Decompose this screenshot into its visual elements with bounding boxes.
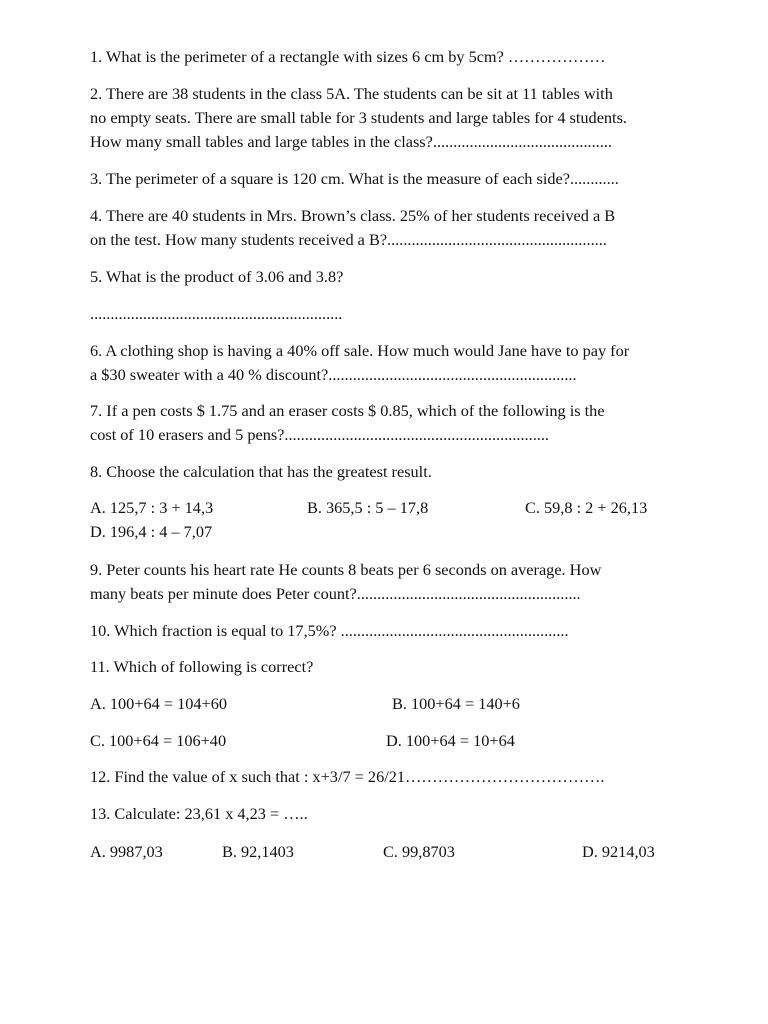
question-4-text: 4. There are 40 students in Mrs. Brown’s class. 25% of her students received a B: [90, 206, 616, 225]
question-9-text: 9. Peter counts his heart rate He counts 8 beats per 6 seconds on average. How: [90, 560, 602, 579]
question-2-text: 2. There are 38 students in the class 5A. The students can be sit at 11 tables with: [90, 84, 613, 103]
question-13-option-c: C. 99,8703: [383, 842, 455, 861]
question-8-option-a: A. 125,7 : 3 + 14,3: [90, 498, 214, 517]
question-7-text: 7. If a pen costs $ 1.75 and an eraser costs $ 0.85, which of the following is the: [90, 401, 605, 420]
question-2-text: How many small tables and large tables in the class?............................................: [90, 132, 612, 151]
question-13-text: 13. Calculate: 23,61 x 4,23 = …..: [90, 804, 308, 823]
question-4-text: on the test. How many students received a B?......................................................: [90, 230, 607, 249]
question-8-text: 8. Choose the calculation that has the greatest result.: [90, 462, 432, 481]
question-1-text: 1. What is the perimeter of a rectangle with sizes 6 cm by 5cm? ………………: [90, 47, 606, 66]
question-8-option-d: D. 196,4 : 4 – 7,07: [90, 522, 213, 541]
question-3-text: 3. The perimeter of a square is 120 cm. What is the measure of each side?............: [90, 169, 619, 188]
question-12-text: 12. Find the value of x such that : x+3/7 = 26/21……………………………….: [90, 767, 605, 786]
question-11-option-d: D. 100+64 = 10+64: [386, 731, 515, 750]
question-5-text: 5. What is the product of 3.06 and 3.8?: [90, 267, 344, 286]
question-10-text: 10. Which fraction is equal to 17,5%? ........................................................: [90, 621, 569, 640]
question-8-option-c: C. 59,8 : 2 + 26,13: [525, 498, 648, 517]
question-8-option-b: B. 365,5 : 5 – 17,8: [307, 498, 429, 517]
question-7-text: cost of 10 erasers and 5 pens?.................................................................: [90, 425, 549, 444]
question-2-text: no empty seats. There are small table for 3 students and large tables for 4 students.: [90, 108, 627, 127]
question-11-option-b: B. 100+64 = 140+6: [392, 694, 520, 713]
question-5-answer-line: ..............................................................: [90, 304, 343, 323]
question-13-option-a: A. 9987,03: [90, 842, 163, 861]
question-9-text: many beats per minute does Peter count?.......................................................: [90, 584, 581, 603]
question-6-text: 6. A clothing shop is having a 40% off sale. How much would Jane have to pay for: [90, 341, 630, 360]
question-11-option-c: C. 100+64 = 106+40: [90, 731, 227, 750]
question-11-option-a: A. 100+64 = 104+60: [90, 694, 227, 713]
question-13-option-b: B. 92,1403: [222, 842, 294, 861]
question-13-option-d: D. 9214,03: [582, 842, 655, 861]
question-11-text: 11. Which of following is correct?: [90, 657, 314, 676]
question-6-text: a $30 sweater with a 40 % discount?.............................................................: [90, 365, 577, 384]
